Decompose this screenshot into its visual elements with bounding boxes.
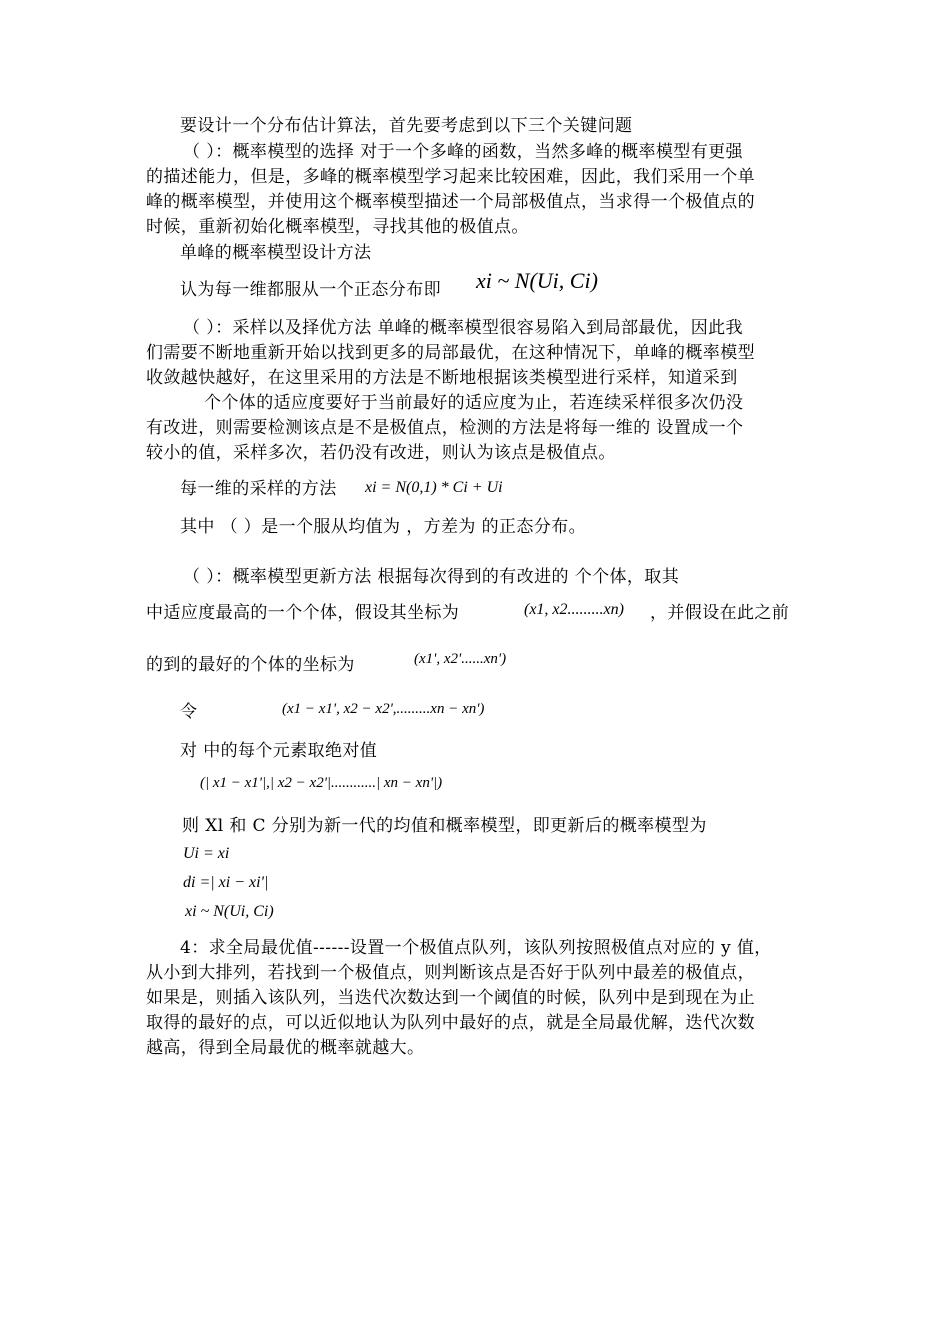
- where-line: 其中 （ ）是一个服从均值为 ，方差为 的正态分布。: [180, 517, 587, 537]
- diff-formula: (x1 − x1', x2 − x2',.........xn − xn'): [282, 701, 485, 717]
- intro-text: 要设计一个分布估计算法，首先要考虑到以下三个关键问题: [180, 116, 633, 136]
- p1-line-3: 峰的概率模型，并使用这个概率模型描述一个局部极值点，当求得一个极值点的: [146, 192, 755, 212]
- eq-x: xi ~ N(Ui, Ci): [185, 903, 274, 920]
- unimodal-title: 单峰的概率模型设计方法: [180, 243, 372, 263]
- p3-line-1: （ ）：概率模型更新方法 根据每次得到的有改进的 个个体，取其: [183, 567, 680, 587]
- p2-line-4: 个个体的适应度要好于当前最好的适应度为止，若连续采样很多次仍没: [204, 393, 744, 413]
- p4-line-5: 越高，得到全局最优的概率就越大。: [146, 1038, 425, 1058]
- p2-line-6: 较小的值，采样多次，若仍没有改进，则认为该点是极值点。: [146, 443, 616, 463]
- p1-line-4: 时候，重新初始化概率模型，寻找其他的极值点。: [146, 217, 529, 237]
- p4-line-3: 如果是，则插入该队列，当迭代次数达到一个阈值的时候，队列中是到现在为止: [146, 988, 755, 1008]
- p3-line-3: 的到的最好的个体的坐标为: [146, 655, 355, 675]
- p2-line-1: （ ）：采样以及择优方法 单峰的概率模型很容易陷入到局部最优，因此我: [183, 318, 743, 338]
- normal-intro: 认为每一维都服从一个正态分布即: [180, 280, 441, 300]
- eq-u: Ui = xi: [183, 845, 230, 862]
- sample-formula: xi = N(0,1) * Ci + Ui: [365, 479, 503, 496]
- p2-line-3: 收敛越快越好，在这里采用的方法是不断地根据该类模型进行采样，知道采到: [146, 368, 738, 388]
- p2-line-5: 有改进，则需要检测该点是不是极值点，检测的方法是将每一维的 设置成一个: [146, 418, 744, 438]
- p1-line-2: 的描述能力，但是，多峰的概率模型学习起来比较困难，因此，我们采用一个单: [146, 167, 755, 187]
- p4-line-1: 4：求全局最优值------设置一个极值点队列，该队列按照极值点对应的 y 值，: [180, 938, 772, 958]
- p3-line-2-tail: ，并假设在此之前: [650, 603, 790, 623]
- normal-formula: xi ~ N(Ui, Ci): [476, 268, 598, 293]
- abs-formula: (| x1 − x1'|,| x2 − x2'|............| xn − xn'|): [200, 775, 443, 791]
- p4-line-2: 从小到大排列，若找到一个极值点，则判断该点是否好于队列中最差的极值点，: [146, 963, 755, 983]
- sample-intro: 每一维的采样的方法: [180, 479, 337, 499]
- coord2-formula: (x1', x2'......xn'): [414, 651, 507, 667]
- eq-d: di =| xi − xi'|: [183, 874, 269, 891]
- p2-line-2: 们需要不断地重新开始以找到更多的局部最优，在这种情况下，单峰的概率模型: [146, 343, 755, 363]
- let-label: 令: [180, 702, 198, 722]
- abs-label: 对 中的每个元素取绝对值: [180, 741, 378, 761]
- p3-line-2: 中适应度最高的一个个体，假设其坐标为: [146, 603, 460, 623]
- p1-line-1: （ ）：概率模型的选择 对于一个多峰的函数，当然多峰的概率模型有更强: [183, 142, 743, 162]
- p4-line-4: 取得的最好的点，可以近似地认为队列中最好的点，就是全局最优解，迭代次数: [146, 1013, 755, 1033]
- update-line: 则 Xl 和 C 分别为新一代的均值和概率模型，即更新后的概率模型为: [182, 816, 707, 836]
- coord1-formula: (x1, x2.........xn): [524, 601, 624, 618]
